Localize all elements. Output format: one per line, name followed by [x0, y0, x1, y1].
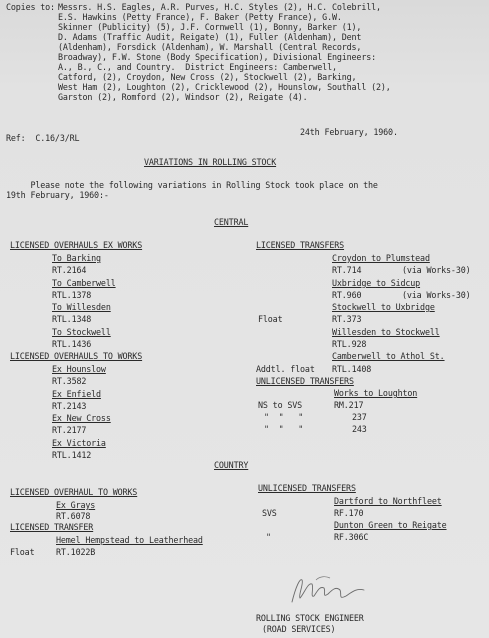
reference: Ref: C.16/3/RL [6, 133, 80, 143]
copies-line: Catford, (2), Croydon, New Cross (2), Stockwell (2), Barking, [58, 72, 357, 82]
document-title: VARIATIONS IN ROLLING STOCK [144, 157, 277, 167]
transfer-route: Uxbridge to Sidcup [332, 278, 421, 288]
section-heading: UNLICENSED TRANSFERS [256, 376, 354, 386]
section-heading: UNLICENSED TRANSFERS [258, 483, 356, 493]
intro-line: 19th February, 1960:- [6, 190, 109, 200]
ditto-marks: " [266, 532, 271, 542]
vehicle-number: RM.217 [334, 400, 364, 410]
section-heading: LICENSED OVERHAULS TO WORKS [10, 351, 143, 361]
intro-line: Please note the following variations in Rolling Stock took place on the [6, 180, 378, 190]
copies-line: D. Adams (Traffic Audit, Reigate) (1), Fuller (Aldenham), Dent [58, 32, 362, 42]
transfer-route: Dunton Green to Reigate [334, 520, 447, 530]
vehicle-number: RTL.1348 [52, 314, 92, 324]
vehicle-number: RT.1022B [56, 547, 96, 557]
handwritten-signature [286, 572, 370, 608]
document-date: 24th February, 1960. [300, 127, 398, 137]
transfer-prefix: Addtl. float [256, 364, 315, 374]
transfer-route: Stockwell to Uxbridge [332, 302, 435, 312]
transfer-note: (via Works-30) [402, 265, 471, 275]
destination: To Camberwell [52, 278, 116, 288]
vehicle-number: 243 [352, 424, 367, 434]
vehicle-number: RTL.1412 [52, 450, 92, 460]
section-heading: LICENSED TRANSFERS [256, 240, 345, 250]
copies-line: Skinner (Publicity) (5), J.F. Cornwell (1), Bonny, Barker (1), [58, 22, 362, 32]
signatory-title: ROLLING STOCK ENGINEER [256, 613, 364, 623]
destination: Ex New Cross [52, 413, 111, 423]
copies-line: E.S. Hawkins (Petty France), F. Baker (Petty France), G.W. [58, 12, 342, 22]
destination: To Stockwell [52, 327, 111, 337]
transfer-note: (via Works-30) [402, 290, 471, 300]
vehicle-number: RTL.1408 [332, 364, 372, 374]
vehicle-number: RTL.1378 [52, 290, 92, 300]
central-heading: CENTRAL [214, 217, 249, 227]
transfer-prefix: NS to SVS [258, 400, 303, 410]
vehicle-number: RTL.1436 [52, 339, 92, 349]
transfer-route: Willesden to Stockwell [332, 327, 440, 337]
vehicle-number: RF.306C [334, 532, 369, 542]
vehicle-number: RT.2143 [52, 401, 87, 411]
vehicle-number: RF.170 [334, 508, 364, 518]
vehicle-number: 237 [352, 412, 367, 422]
section-heading: LICENSED TRANSFER [10, 522, 94, 532]
destination: Ex Hounslow [52, 364, 106, 374]
copies-line: West Ham (2), Loughton (2), Cricklewood (2), Hounslow, Southall (2), [58, 82, 391, 92]
destination: Ex Victoria [52, 438, 106, 448]
copies-line: A., B., C., and Country. District Engineers: Camberwell, [58, 62, 337, 72]
copies-line: Garston (2), Romford (2), Windsor (2), Reigate (4). [58, 92, 308, 102]
ditto-marks: " " " [264, 424, 304, 434]
vehicle-number: RT.2177 [52, 425, 87, 435]
vehicle-number: RTL.928 [332, 339, 367, 349]
copies-line: Broadway), F.W. Stone (Body Specification), Divisional Engineers: [58, 52, 376, 62]
transfer-route: Dartford to Northfleet [334, 496, 442, 506]
country-heading: COUNTRY [214, 460, 249, 470]
signatory-department: (ROAD SERVICES) [262, 624, 336, 634]
vehicle-number: RT.2164 [52, 265, 87, 275]
section-heading: LICENSED OVERHAULS EX WORKS [10, 240, 143, 250]
copies-line: (Aldenham), Forsdick (Aldenham), W. Marshall (Central Records, [58, 42, 362, 52]
section-heading: LICENSED OVERHAUL TO WORKS [10, 487, 138, 497]
destination: To Willesden [52, 302, 111, 312]
transfer-prefix: Float [258, 314, 283, 324]
transfer-route: Works to Loughton [334, 388, 418, 398]
copies-label: Copies to: [6, 2, 55, 12]
vehicle-number: RT.6078 [56, 511, 91, 521]
transfer-route: Hemel Hempstead to Leatherhead [56, 535, 203, 545]
destination: Ex Grays [56, 500, 96, 510]
destination: Ex Enfield [52, 389, 101, 399]
ditto-marks: " " " [264, 412, 304, 422]
transfer-prefix: Float [10, 547, 35, 557]
destination: To Barking [52, 253, 101, 263]
transfer-prefix: SVS [262, 508, 277, 518]
vehicle-number: RT.714 [332, 265, 362, 275]
copies-line: Messrs. H.S. Eagles, A.R. Purves, H.C. Styles (2), H.C. Colebrill, [58, 2, 381, 12]
vehicle-number: RT.373 [332, 314, 362, 324]
vehicle-number: RT.960 [332, 290, 362, 300]
transfer-route: Croydon to Plumstead [332, 253, 430, 263]
vehicle-number: RT.3582 [52, 376, 87, 386]
transfer-route: Camberwell to Athol St. [332, 351, 445, 361]
